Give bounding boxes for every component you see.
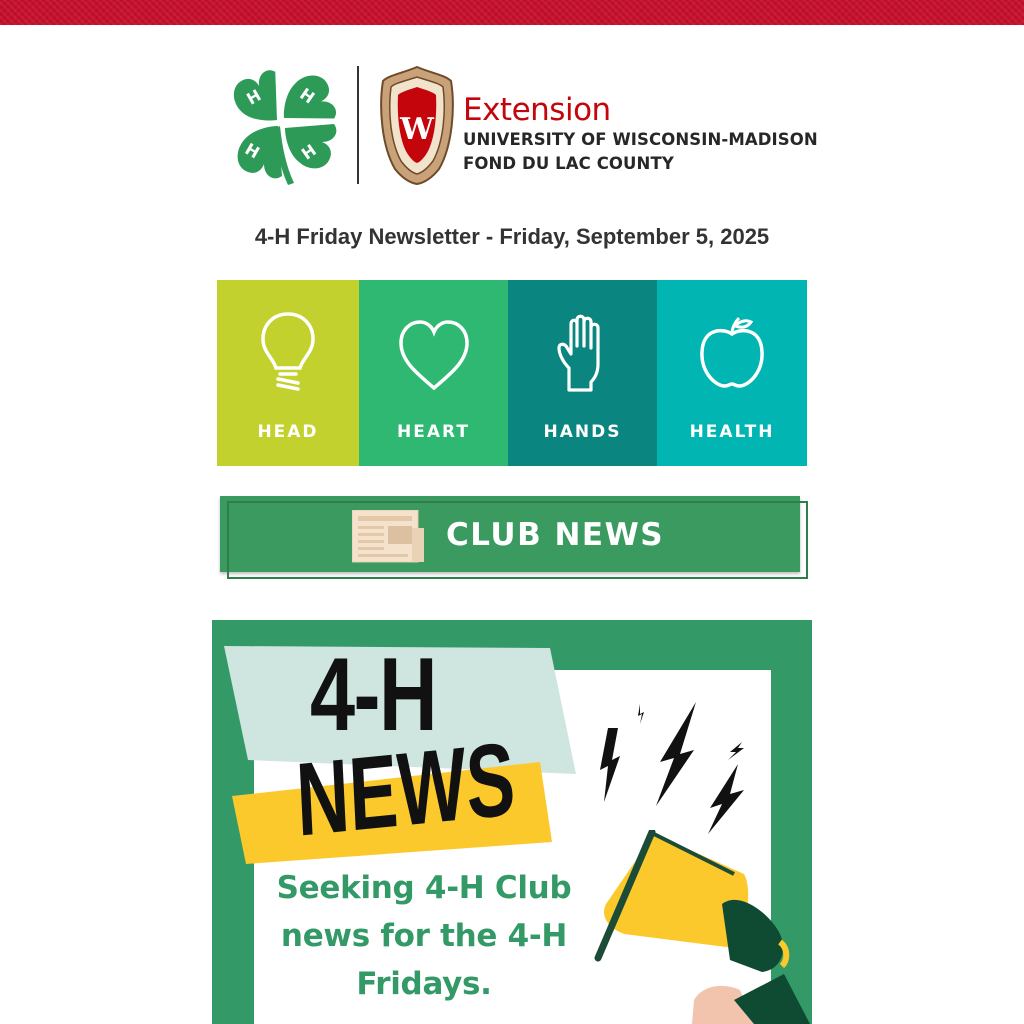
top-accent-bar [0, 0, 1024, 25]
megaphone-icon [584, 830, 812, 1024]
svg-text:H: H [241, 139, 263, 163]
county-name: FOND DU LAC COUNTY [463, 154, 674, 173]
lightning-bolts-icon [598, 700, 748, 840]
pillar-hands [508, 280, 657, 466]
club-news-title: CLUB NEWS [446, 517, 665, 553]
pillar-head [217, 280, 359, 466]
four-h-clover-logo [222, 62, 342, 186]
four-h-pillars-graphic [217, 280, 807, 466]
apple-icon [697, 314, 767, 390]
svg-text:H: H [296, 84, 319, 108]
news-subtitle: Seeking 4-H Club news for the 4-H Fridays. [276, 870, 572, 1002]
newspaper-icon [352, 510, 424, 564]
extension-title: Extension [463, 92, 611, 128]
svg-text:H: H [243, 85, 265, 109]
news-title-news: NEWS [293, 721, 518, 859]
svg-text:H: H [297, 140, 320, 164]
pillar-health [657, 280, 807, 466]
extension-wordmark [463, 92, 818, 176]
newsletter-headline: 4-H Friday Newsletter - Friday, September 5, 2025 [254, 224, 770, 249]
uw-crest-logo [379, 65, 455, 185]
pillar-heart [359, 280, 508, 466]
crest-letter: W [400, 112, 434, 147]
logo-divider [357, 66, 359, 184]
club-news-banner [218, 494, 810, 582]
hand-icon [555, 314, 611, 394]
header-logos [222, 62, 818, 187]
pillar-health-label: HEALTH [689, 422, 775, 442]
heart-icon [397, 318, 471, 394]
pillar-hands-label: HANDS [543, 422, 622, 442]
news-graphic [212, 620, 812, 1024]
pillar-head-label: HEAD [257, 422, 319, 442]
university-name: UNIVERSITY OF WISCONSIN-MADISON [463, 130, 818, 149]
pillar-heart-label: HEART [397, 422, 470, 442]
news-title-4h: 4-H [310, 637, 437, 753]
lightbulb-icon [258, 310, 318, 394]
